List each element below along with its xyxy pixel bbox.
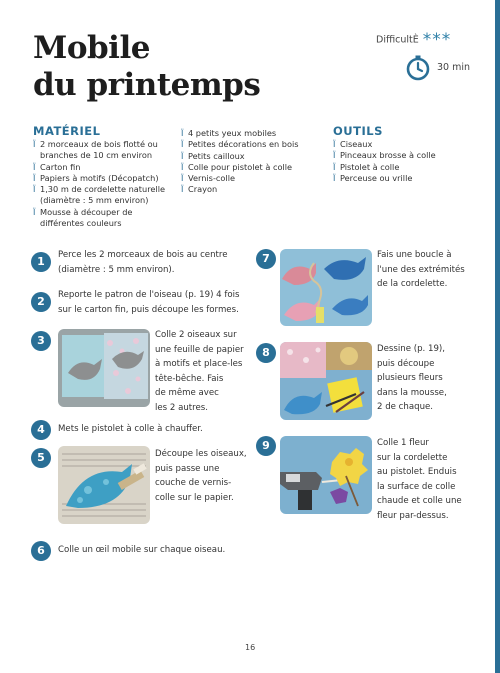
title-line-2: du printemps: [33, 67, 261, 103]
bullet-marker: Ï: [33, 139, 36, 149]
bullet-marker: Ï: [333, 161, 336, 172]
clock-icon: [405, 55, 431, 81]
bullet-marker: Ï: [181, 161, 184, 172]
bullet-marker: Ï: [181, 184, 184, 195]
list-item: Ï 1,30 m de cordelette naturelle (diamètre : 5 mm environ): [33, 184, 166, 206]
step-8-text: Dessine (p. 19), puis découpe plusieurs fleurs dans la mousse, 2 de chaque.: [377, 344, 447, 412]
bullet-marker: Ï: [181, 128, 184, 138]
step-3-number: 3: [31, 331, 51, 351]
step-6-text: Colle un œil mobile sur chaque oiseau.: [58, 545, 226, 555]
tools-heading: OUTILS: [333, 124, 383, 138]
materials-list-2: [181, 128, 321, 196]
step-9-text: Colle 1 fleur sur la cordelette au pistolet. Enduis la surface de colle chaude et colle une fleur par-dessus.: [377, 438, 462, 521]
duration-value: 30 min: [437, 62, 471, 73]
step-8-photo: [280, 342, 372, 420]
bullet-marker: Ï: [33, 172, 36, 183]
bullet-marker: Ï: [333, 150, 336, 161]
bullet-marker: Ï: [181, 150, 184, 161]
bullet-marker: Ï: [333, 172, 336, 183]
list-item: Ï Perceuse ou vrille: [333, 172, 413, 183]
list-item: Ï Crayon: [181, 184, 218, 195]
step-3-text: Colle 2 oiseaux sur une feuille de papier à motifs et place-les tête-bêche. Fais de même avec les 2 autres.: [155, 330, 244, 413]
tools-list: [333, 139, 473, 184]
bullet-marker: Ï: [33, 161, 36, 172]
page-title: [33, 30, 260, 104]
bullet-marker: Ï: [181, 173, 184, 184]
materials-heading: MATÉRIEL: [33, 124, 101, 138]
list-item: Ï Petits cailloux: [181, 150, 245, 161]
list-item: Ï 2 morceaux de bois flotté ou branches de 10 cm environ: [33, 139, 158, 161]
bullet-marker: Ï: [33, 184, 36, 195]
difficulty-stars: ***: [422, 30, 452, 50]
list-item: Ï 4 petits yeux mobiles: [181, 128, 277, 138]
list-item: Ï Colle pour pistolet à colle: [181, 161, 293, 172]
step-7-text: Fais une boucle à l'une des extrémités de la cordelette.: [377, 250, 465, 289]
step-5-photo: [58, 446, 150, 524]
step-1-number: 1: [31, 252, 51, 272]
step-9-photo: [280, 436, 372, 514]
title-line-1: Mobile: [33, 30, 150, 66]
step-2-number: 2: [31, 292, 51, 312]
page-edge-bar: [495, 0, 500, 673]
difficulty-label: DifficultÈ: [376, 34, 419, 46]
list-item: Ï Petites décorations en bois: [181, 139, 299, 150]
step-7-photo: [280, 249, 372, 326]
bullet-marker: Ï: [333, 139, 336, 149]
list-item: Ï Papiers à motifs (Décopatch): [33, 172, 159, 183]
step-5-number: 5: [31, 448, 51, 468]
step-4-text: Mets le pistolet à colle à chauffer.: [58, 424, 203, 434]
step-5-text: Découpe les oiseaux, puis passe une couche de vernis- colle sur le papier.: [155, 449, 247, 503]
list-item: Ï Mousse à découper de différentes couleurs: [33, 206, 133, 229]
bullet-marker: Ï: [181, 139, 184, 150]
step-1-text: Perce les 2 morceaux de bois au centre (diamètre : 5 mm environ).: [58, 250, 228, 275]
list-item: Ï Pinceaux brosse à colle: [333, 150, 436, 161]
list-item: Ï Carton fin: [33, 161, 81, 172]
page-number: 16: [245, 643, 256, 652]
step-2-text: Reporte le patron de l'oiseau (p. 19) 4 fois sur le carton fin, puis découpe les formes.: [58, 290, 240, 315]
list-item: Ï Vernis-colle: [181, 173, 236, 184]
difficulty-rating: [376, 30, 451, 50]
step-6-number: 6: [31, 541, 51, 561]
step-8-number: 8: [256, 343, 276, 363]
step-3-photo: [58, 329, 150, 407]
bullet-marker: Ï: [33, 206, 36, 217]
list-item: Ï Pistolet à colle: [333, 161, 400, 172]
step-4-number: 4: [31, 420, 51, 440]
list-item: Ï Ciseaux: [333, 139, 373, 149]
step-9-number: 9: [256, 436, 276, 456]
step-7-number: 7: [256, 249, 276, 269]
materials-list-1: [33, 139, 173, 229]
